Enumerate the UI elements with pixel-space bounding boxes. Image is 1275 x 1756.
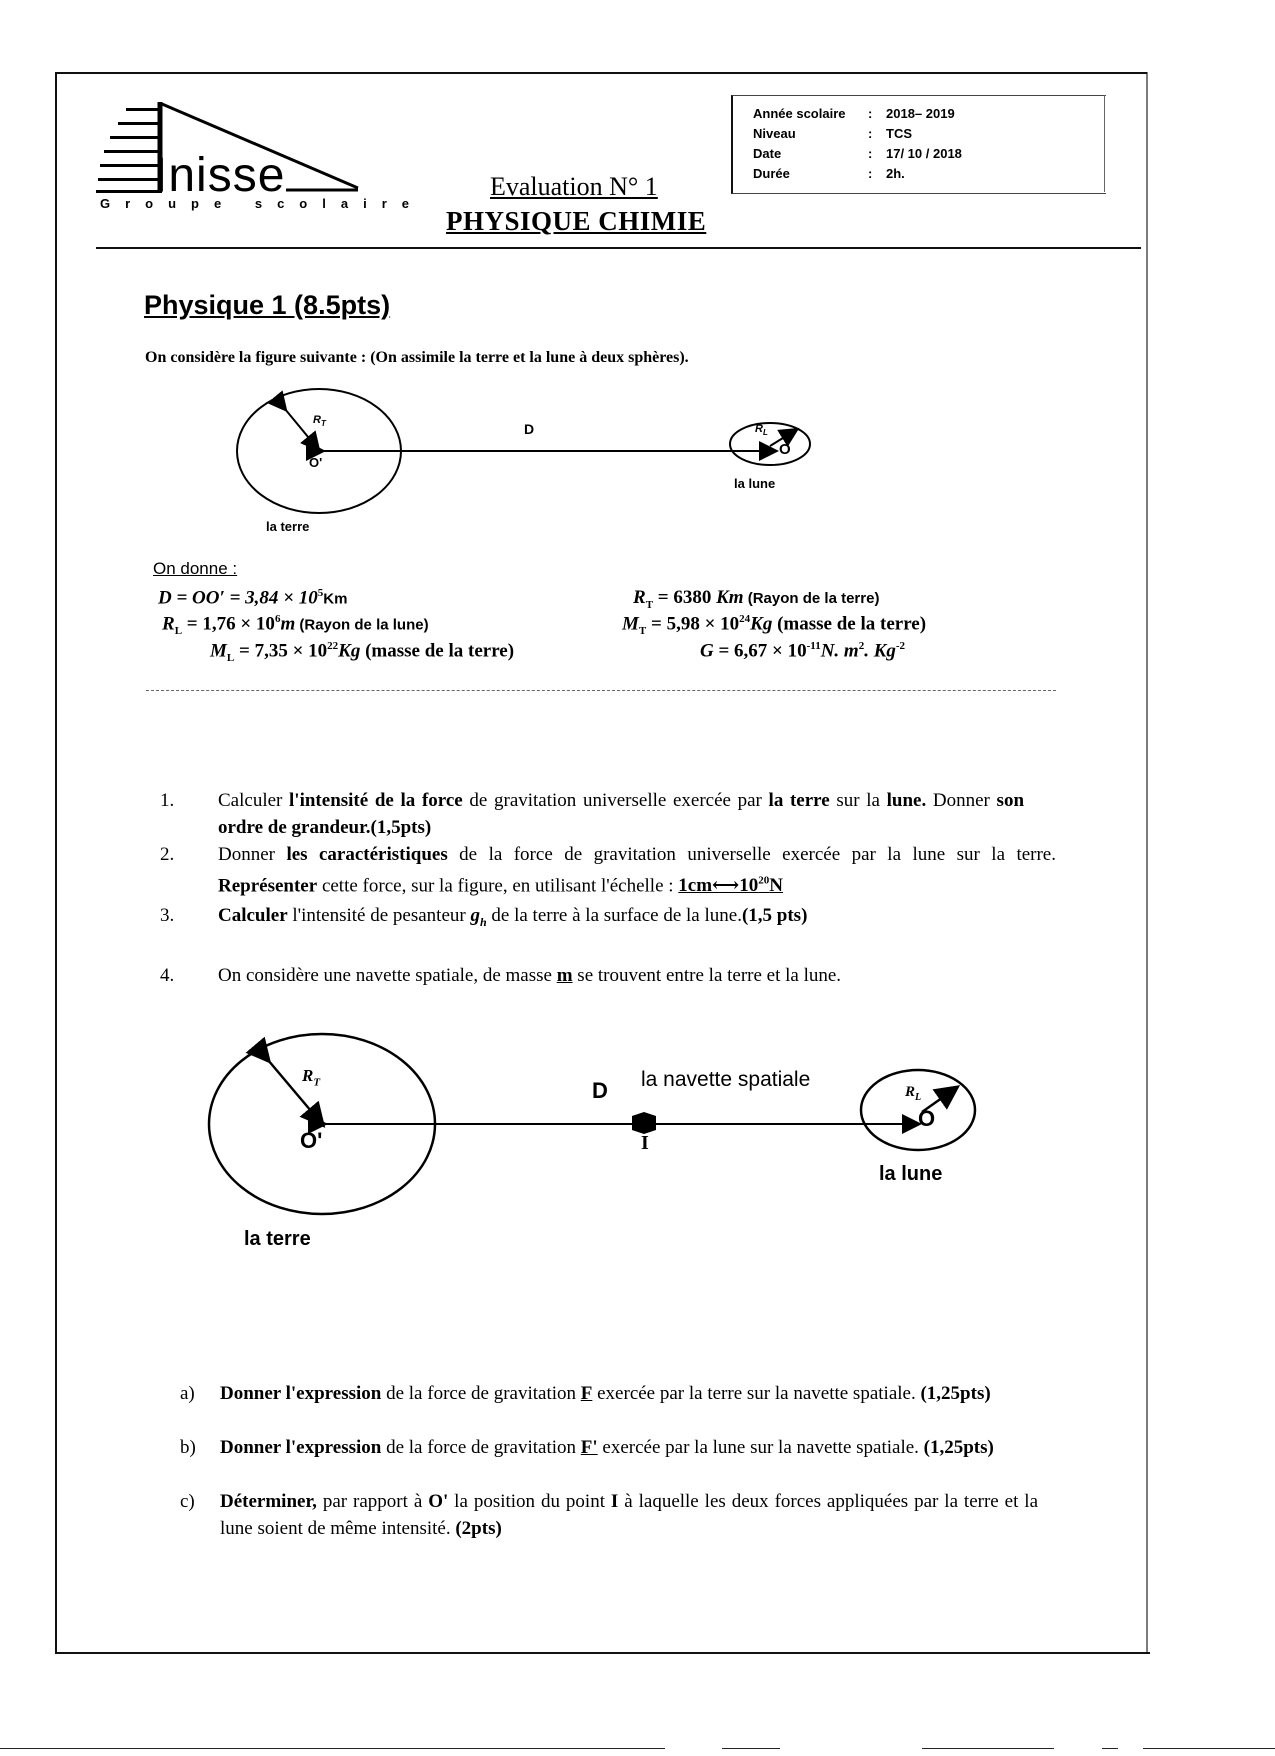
fig2-moon-label: la lune xyxy=(879,1163,943,1185)
section-heading: Physique 1 (8.5pts) xyxy=(144,290,391,320)
fig1-d-label: D xyxy=(524,421,535,437)
info-row-level: Niveau : TCS xyxy=(753,126,912,141)
fig2-point-i-label: I xyxy=(641,1132,649,1154)
fig2-rl-label: $R_L$ xyxy=(905,1084,922,1103)
logo-name: Inisse xyxy=(154,149,286,202)
scan-line-1 xyxy=(0,1748,665,1749)
shuttle-marker xyxy=(632,1112,656,1134)
scan-line-3 xyxy=(922,1748,1054,1749)
separator-dashes xyxy=(146,690,1056,691)
fig2-earth-label: la terre xyxy=(244,1228,311,1250)
given-gravitational-constant: $G = 6,67 \times 10^{-11}N$. $m^2$. $Kg^{-2}$ xyxy=(700,640,906,662)
fig2-shuttle-label: la navette spatiale xyxy=(641,1068,811,1091)
scan-line-4 xyxy=(1102,1748,1118,1749)
given-earth-radius: $R_T = 6380$ Km (Rayon de la terre) xyxy=(633,587,880,611)
fig1-o-label: O xyxy=(779,441,791,458)
scan-line-5 xyxy=(1143,1748,1275,1749)
fig1-earth-label: la terre xyxy=(266,519,310,534)
fig2-o-label: O xyxy=(918,1106,936,1131)
fig2-d-label: D xyxy=(592,1078,608,1103)
fig1-o-prime-label: O' xyxy=(309,455,323,470)
fig1-rt-label: $R_T$ xyxy=(313,414,326,429)
subject-title: PHYSIQUE CHIMIE xyxy=(446,206,707,236)
info-row-date: Date : 17/ 10 / 2018 xyxy=(753,146,962,161)
fig1-moon-label: la lune xyxy=(734,476,776,491)
fig1-rl-label: $R_L$ xyxy=(755,423,768,438)
moon-circle-1 xyxy=(730,423,810,465)
given-heading: On donne : xyxy=(153,559,238,578)
given-moon-mass: $M_L = 7,35 \times 10^{22}Kg$ (masse de la terre) xyxy=(210,640,515,665)
fig2-o-prime-label: O' xyxy=(300,1128,323,1153)
given-earth-mass: $M_T = 5,98 \times 10^{24}Kg$ (masse de la terre) xyxy=(622,613,927,638)
given-moon-radius: $R_L = 1,76 \times 10^6m$ (Rayon de la lune) xyxy=(162,613,429,638)
info-row-duration: Durée : 2h. xyxy=(753,166,905,181)
given-distance: $D = OO' = 3,84 \times 10^5Km$ xyxy=(158,587,348,609)
info-row-year: Année scolaire : 2018– 2019 xyxy=(753,106,955,121)
fig2-rt-label: $R_T$ xyxy=(302,1066,321,1089)
scan-line-2 xyxy=(722,1748,780,1749)
section-intro: On considère la figure suivante : (On assimile la terre et la lune à deux sphères). xyxy=(145,349,689,366)
logo-subtitle: Groupe scolaire xyxy=(100,196,424,211)
evaluation-title: Evaluation N° 1 xyxy=(490,172,658,201)
